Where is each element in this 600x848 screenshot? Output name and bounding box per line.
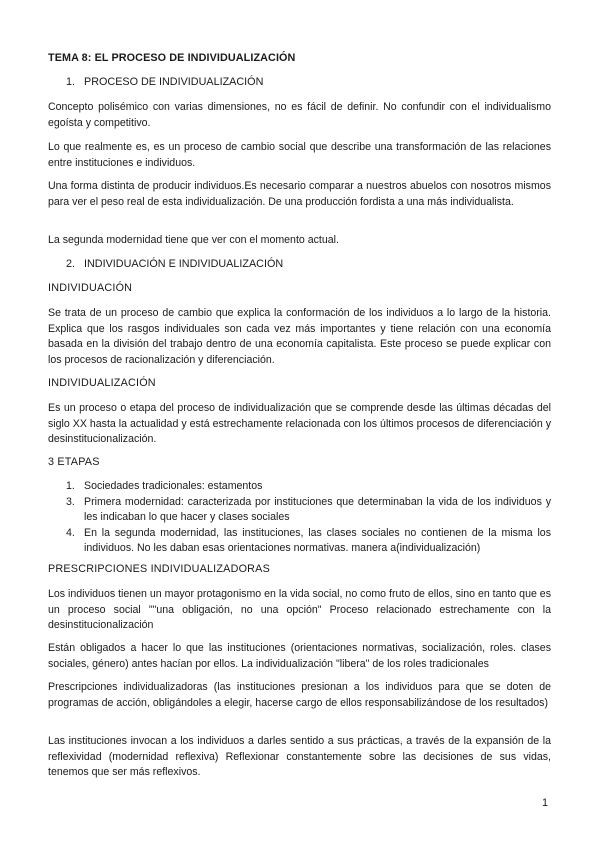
paragraph-protagonismo: Los individuos tienen un mayor protagonismo en la vida social, no como fruto de ellos, sino en tanto que es un proceso social ""una obligación, no una opción" Proceso relacionado estrechamente con la desinstitucionalización [48,588,551,631]
paragraph-prescripciones: Prescripciones individualizadoras (las instituciones presionan a los individuos para que se doten de programas de acción, obligándoles a elegir, hacerse cargo de ellos responsabilizándose de los resultados) [48,681,551,709]
paragraph-individualizacion: Es un proceso o etapa del proceso de individualización que se comprende desde las últimas décadas del siglo XX hasta la actualidad y está estrechamente relacionada con los últimos procesos de diferenciación y desinstitucionalización. [48,402,551,445]
etapas-list [66,479,551,557]
section-number: 2. [66,258,76,270]
paragraph-individuacion: Se trata de un proceso de cambio que explica la conformación de los individuos a lo largo de la historia. Explica que los rasgos individuales son cada vez más importantes y tiene relación con una economía basada en la división del trabajo dentro de una economía capitalista. Este proceso se puede explicar con los procesos de racionalización y diferenciación. [48,307,551,366]
list-item: 3. Primera modernidad: caracterizada por instituciones que determinaban la vida de los individuos y les indicaban lo que hacer y clases sociales [66,495,551,523]
section-heading-2 [66,258,283,270]
document-title: TEMA 8: EL PROCESO DE INDIVIDUALIZACIÓN [48,52,296,64]
paragraph-concepto: Concepto polisémico con varias dimensiones, no es fácil de definir. No confundir con el individualismo egoísta y competitivo. [48,101,551,129]
paragraph-segunda-modernidad: La segunda modernidad tiene que ver con el momento actual. [48,234,339,246]
paragraph-realmente: Lo que realmente es, es un proceso de cambio social que describe una transformación de las relaciones entre instituciones e individuos. [48,141,551,169]
subheading-individuacion: INDIVIDUACIÓN [48,282,133,294]
paragraph-obligados: Están obligados a hacer lo que las instituciones (orientaciones normativas, socialización, roles. clases sociales, género) antes hacían por ellos. La individualización "libera" de los roles tradicionales [48,642,551,670]
list-item: 4. En la segunda modernidad, las instituciones, las clases sociales no contienen de la misma los individuos. No les daban esas orientaciones normativas. manera a(individualización) [66,526,551,554]
section-label: PROCESO DE INDIVIDUALIZACIÓN [84,76,264,88]
section-heading-1 [66,76,263,88]
page-number: 1 [542,797,549,809]
paragraph-forma-distinta: Una forma distinta de producir individuos.Es necesario comparar a nuestros abuelos con nosotros mismos para ver el peso real de esta individualización. De una producción fordista a una más individualista. [48,180,551,208]
section-label: INDIVIDUACIÓN E INDIVIDUALIZACIÓN [84,258,284,270]
section-number: 1. [66,76,76,88]
paragraph-instituciones-invocan: Las instituciones invocan a los individuos a darles sentido a sus prácticas, a través de la expansión de la reflexividad (modernidad reflexiva) Reflexionar constantemente sobre las decisiones de sus vidas, tenemos que ser más reflexivos. [48,735,551,778]
list-item: 1. Sociedades tradicionales: estamentos [66,480,263,492]
subheading-prescripciones: PRESCRIPCIONES INDIVIDUALIZADORAS [48,563,270,575]
subheading-individualizacion: INDIVIDUALIZACIÓN [48,377,156,389]
subheading-etapas: 3 ETAPAS [48,456,100,468]
